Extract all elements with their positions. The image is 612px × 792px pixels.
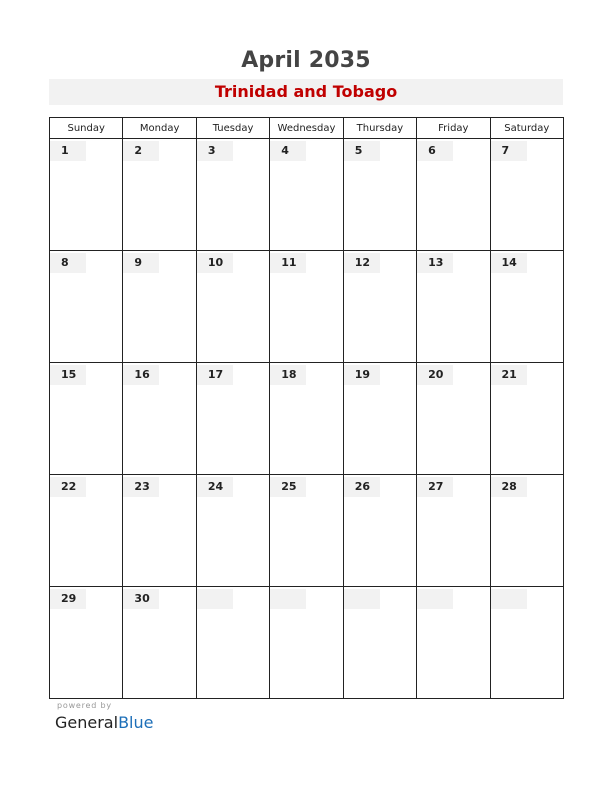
day-cell	[196, 139, 269, 251]
day-cell	[270, 475, 343, 587]
day-number: 21	[491, 365, 527, 385]
day-number: 8	[50, 253, 86, 273]
day-cell	[490, 587, 563, 699]
page-title: April 2035	[241, 48, 371, 73]
day-cell	[123, 139, 196, 251]
weekday-wednesday: Wednesday	[270, 118, 343, 139]
day-cell	[196, 363, 269, 475]
day-cell	[343, 587, 416, 699]
day-cell	[417, 587, 490, 699]
day-number: 26	[344, 477, 380, 497]
day-number: 14	[491, 253, 527, 273]
day-cell	[270, 363, 343, 475]
day-number: 10	[197, 253, 233, 273]
day-cell	[343, 363, 416, 475]
day-cell	[417, 139, 490, 251]
week-row	[50, 139, 564, 251]
day-cell	[270, 251, 343, 363]
weekday-thursday: Thursday	[343, 118, 416, 139]
day-number: 7	[491, 141, 527, 161]
brand-blue: Blue	[118, 713, 154, 732]
day-cell	[417, 251, 490, 363]
day-number: 18	[270, 365, 306, 385]
day-number: 1	[50, 141, 86, 161]
day-number: 4	[270, 141, 306, 161]
day-number: 5	[344, 141, 380, 161]
country-name: Trinidad and Tobago	[214, 82, 398, 101]
day-cell	[50, 475, 123, 587]
day-cell	[490, 475, 563, 587]
day-cell	[270, 139, 343, 251]
week-row	[50, 251, 564, 363]
day-number	[344, 589, 380, 609]
day-number: 3	[197, 141, 233, 161]
day-cell	[123, 251, 196, 363]
generalblue-logo[interactable]	[55, 713, 153, 732]
country-banner	[49, 79, 563, 105]
day-cell	[490, 251, 563, 363]
day-number: 30	[123, 589, 159, 609]
day-cell	[196, 475, 269, 587]
day-cell	[196, 587, 269, 699]
day-number	[417, 589, 453, 609]
day-cell	[123, 587, 196, 699]
weekday-header-row	[50, 118, 564, 139]
day-number: 27	[417, 477, 453, 497]
day-number: 28	[491, 477, 527, 497]
day-number: 11	[270, 253, 306, 273]
day-cell	[343, 139, 416, 251]
week-row	[50, 587, 564, 699]
brand-general: General	[55, 713, 119, 732]
day-number: 15	[50, 365, 86, 385]
day-cell	[123, 363, 196, 475]
day-number	[270, 589, 306, 609]
day-number: 29	[50, 589, 86, 609]
day-number: 19	[344, 365, 380, 385]
day-number: 2	[123, 141, 159, 161]
day-cell	[343, 251, 416, 363]
weekday-saturday: Saturday	[490, 118, 563, 139]
day-cell	[196, 251, 269, 363]
calendar-grid	[49, 117, 564, 699]
weekday-sunday: Sunday	[50, 118, 123, 139]
day-cell	[270, 587, 343, 699]
weekday-friday: Friday	[417, 118, 490, 139]
day-number: 24	[197, 477, 233, 497]
day-cell	[50, 587, 123, 699]
day-number: 6	[417, 141, 453, 161]
week-row	[50, 475, 564, 587]
weekday-tuesday: Tuesday	[196, 118, 269, 139]
day-number: 25	[270, 477, 306, 497]
day-cell	[123, 475, 196, 587]
day-cell	[50, 251, 123, 363]
day-number: 9	[123, 253, 159, 273]
day-number: 16	[123, 365, 159, 385]
day-number: 20	[417, 365, 453, 385]
day-number: 22	[50, 477, 86, 497]
day-cell	[417, 475, 490, 587]
day-number: 13	[417, 253, 453, 273]
day-number	[491, 589, 527, 609]
day-cell	[490, 363, 563, 475]
weekday-monday: Monday	[123, 118, 196, 139]
day-cell	[417, 363, 490, 475]
day-cell	[50, 363, 123, 475]
day-cell	[490, 139, 563, 251]
day-number: 12	[344, 253, 380, 273]
powered-by-text: powered by	[57, 701, 112, 710]
day-number: 17	[197, 365, 233, 385]
day-cell	[50, 139, 123, 251]
day-number: 23	[123, 477, 159, 497]
week-row	[50, 363, 564, 475]
day-cell	[343, 475, 416, 587]
day-number	[197, 589, 233, 609]
